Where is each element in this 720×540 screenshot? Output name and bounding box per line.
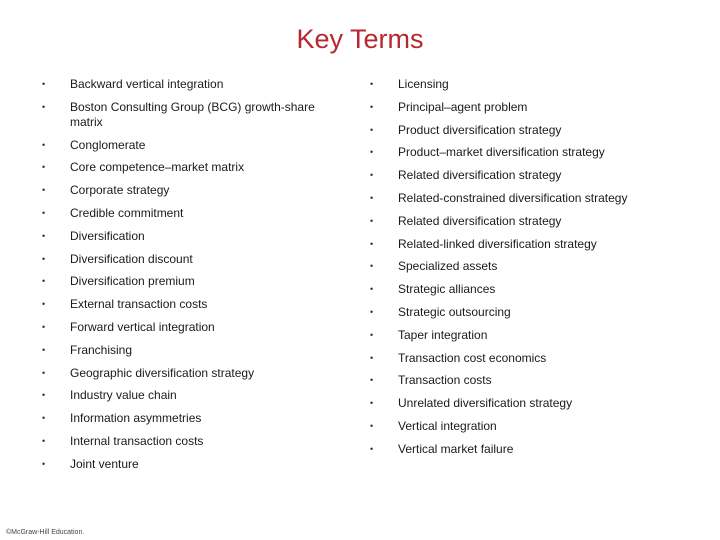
- term-text: Franchising: [70, 342, 133, 357]
- term-text: Industry value chain: [70, 388, 177, 403]
- term-list-item: [370, 396, 710, 411]
- term-list-item: [42, 100, 342, 130]
- bullet-icon: •: [370, 398, 374, 409]
- term-list-item: [370, 100, 710, 115]
- term-list-item: [370, 214, 710, 229]
- term-text: Related diversification strategy: [398, 213, 562, 228]
- bullet-icon: •: [42, 139, 46, 150]
- term-text: Boston Consulting Group (BCG) growth-share matrix: [70, 99, 315, 129]
- term-text: Licensing: [398, 77, 449, 91]
- term-list-item: [370, 237, 710, 252]
- copyright-footer: ©McGraw-Hill Education.: [6, 529, 85, 536]
- term-list-item: [370, 282, 710, 297]
- right-term-list: [370, 77, 710, 465]
- bullet-icon: •: [370, 170, 374, 181]
- term-list-item: [42, 411, 342, 426]
- term-list-item: [370, 168, 710, 183]
- term-text: Related-constrained diversification strategy: [398, 190, 628, 205]
- bullet-icon: •: [42, 185, 46, 196]
- bullet-icon: •: [42, 435, 46, 446]
- term-text: Internal transaction costs: [70, 433, 204, 448]
- term-list-item: [370, 259, 710, 274]
- term-text: Related-linked diversification strategy: [398, 236, 597, 251]
- term-text: Diversification premium: [70, 274, 195, 289]
- bullet-icon: •: [42, 230, 46, 241]
- term-text: Diversification discount: [70, 251, 193, 266]
- term-list-item: [370, 191, 710, 206]
- term-list-item: [370, 305, 710, 320]
- term-text: Related diversification strategy: [398, 168, 562, 183]
- bullet-icon: •: [42, 276, 46, 287]
- term-list-item: [42, 138, 342, 153]
- bullet-icon: •: [370, 238, 374, 249]
- bullet-icon: •: [370, 215, 374, 226]
- term-list-item: [42, 77, 342, 92]
- term-text: Product–market diversification strategy: [398, 145, 605, 160]
- term-list-item: [370, 77, 710, 92]
- bullet-icon: •: [370, 375, 374, 386]
- left-term-list: [42, 77, 342, 480]
- term-list-item: [42, 434, 342, 449]
- term-list-item: [42, 252, 342, 267]
- bullet-icon: •: [42, 79, 46, 89]
- bullet-icon: •: [42, 413, 46, 424]
- term-list-item: [42, 160, 342, 175]
- bullet-icon: •: [42, 344, 46, 355]
- term-list-item: [42, 206, 342, 221]
- term-list-item: [42, 183, 342, 198]
- term-text: External transaction costs: [70, 297, 208, 312]
- term-text: Transaction costs: [398, 373, 492, 388]
- term-list-item: [42, 343, 342, 358]
- term-list-item: [42, 274, 342, 289]
- term-list-item: [370, 442, 710, 457]
- term-list-item: [42, 320, 342, 335]
- term-text: Conglomerate: [70, 137, 146, 152]
- term-text: Forward vertical integration: [70, 319, 215, 334]
- term-list-item: [370, 123, 710, 138]
- term-list-item: [42, 457, 342, 472]
- bullet-icon: •: [370, 192, 374, 203]
- term-text: Diversification: [70, 228, 145, 243]
- term-list-item: [370, 419, 710, 434]
- term-text: Strategic outsourcing: [398, 304, 511, 319]
- term-text: Vertical integration: [398, 418, 497, 433]
- bullet-icon: •: [370, 443, 374, 454]
- bullet-icon: •: [42, 367, 46, 378]
- bullet-icon: •: [370, 306, 374, 317]
- bullet-icon: •: [42, 162, 46, 173]
- bullet-icon: •: [370, 352, 374, 363]
- term-list-item: [42, 366, 342, 381]
- bullet-icon: •: [370, 101, 374, 112]
- term-list-item: [370, 373, 710, 388]
- bullet-icon: •: [370, 79, 374, 89]
- term-text: Backward vertical integration: [70, 77, 224, 91]
- term-list-item: [370, 351, 710, 366]
- bullet-icon: •: [370, 147, 374, 158]
- term-text: Unrelated diversification strategy: [398, 396, 573, 411]
- term-list-item: [42, 229, 342, 244]
- bullet-icon: •: [42, 458, 46, 469]
- term-text: Geographic diversification strategy: [70, 365, 255, 380]
- bullet-icon: •: [42, 299, 46, 310]
- bullet-icon: •: [42, 101, 46, 112]
- term-list-item: [42, 297, 342, 312]
- term-text: Information asymmetries: [70, 411, 202, 426]
- bullet-icon: •: [370, 329, 374, 340]
- bullet-icon: •: [42, 253, 46, 264]
- slide-title: Key Terms: [296, 24, 424, 54]
- bullet-icon: •: [370, 124, 374, 135]
- term-list-item: [42, 388, 342, 403]
- term-text: Vertical market failure: [398, 441, 514, 456]
- term-text: Principal–agent problem: [398, 99, 528, 114]
- bullet-icon: •: [42, 207, 46, 218]
- term-text: Taper integration: [398, 327, 488, 342]
- bullet-icon: •: [370, 284, 374, 295]
- term-text: Transaction cost economics: [398, 350, 547, 365]
- term-text: Credible commitment: [70, 205, 184, 220]
- term-list-item: [370, 145, 710, 160]
- bullet-icon: •: [370, 420, 374, 431]
- term-text: Specialized assets: [398, 259, 498, 274]
- bullet-icon: •: [370, 261, 374, 272]
- term-list-item: [370, 328, 710, 343]
- bullet-icon: •: [42, 390, 46, 401]
- term-text: Joint venture: [70, 456, 139, 471]
- term-text: Core competence–market matrix: [70, 160, 245, 175]
- term-text: Product diversification strategy: [398, 122, 562, 137]
- term-text: Corporate strategy: [70, 183, 170, 198]
- bullet-icon: •: [42, 321, 46, 332]
- term-text: Strategic alliances: [398, 282, 496, 297]
